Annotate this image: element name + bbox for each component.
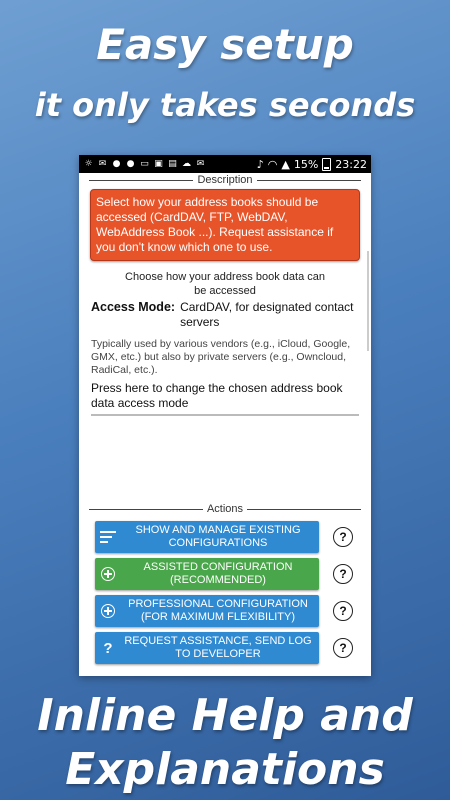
help-icon[interactable]: ?: [333, 527, 353, 547]
access-mode-label: Access Mode:: [91, 300, 176, 314]
promo-footer-line2: Explanations: [65, 744, 385, 795]
app-icon: ●: [112, 158, 121, 169]
brightness-icon: ☼: [84, 158, 93, 169]
notification-icons: [83, 160, 257, 169]
add-circle-icon: [95, 558, 121, 590]
mail-icon: ✉: [196, 158, 205, 169]
button-label: SHOW AND MANAGE EXISTING CONFIGURATIONS: [135, 524, 301, 549]
battery-percent: 15%: [293, 157, 319, 171]
promo-footer-line1: Inline Help and: [37, 690, 413, 741]
description-group-title: Description: [89, 173, 361, 187]
promo-headline: Easy setup: [96, 20, 354, 69]
button-label: REQUEST ASSISTANCE, SEND LOG TO DEVELOPER: [124, 635, 312, 660]
change-access-mode-link[interactable]: Press here to change the chosen address book data access mode: [91, 381, 359, 416]
voicemail-icon: ▭: [140, 158, 149, 169]
request-assistance-button[interactable]: [95, 632, 319, 664]
help-icon[interactable]: ?: [333, 564, 353, 584]
screen-icon: ▤: [168, 158, 177, 169]
actions-section: [79, 502, 371, 664]
image-icon: ▣: [154, 158, 163, 169]
access-mode-section[interactable]: [91, 300, 359, 416]
professional-configuration-button[interactable]: [95, 595, 319, 627]
wifi-icon: ◠: [267, 157, 278, 171]
status-bar: [79, 155, 371, 173]
list-icon: [95, 521, 121, 553]
access-mode-value: CardDAV, for designated contact servers: [180, 300, 354, 329]
button-label: PROFESSIONAL CONFIGURATION (FOR MAXIMUM FLEXIBILITY): [128, 598, 308, 623]
mute-icon: ♪: [256, 157, 264, 171]
signal-icon: ▲: [281, 157, 290, 171]
question-icon: ?: [103, 639, 113, 657]
choose-access-label: Choose how your address book data can be accessed: [125, 271, 325, 297]
assisted-configuration-button[interactable]: [95, 558, 319, 590]
help-icon[interactable]: ?: [333, 601, 353, 621]
cloud-icon: ☁: [182, 158, 191, 169]
clock: 23:22: [335, 157, 367, 171]
show-manage-configurations-button[interactable]: [95, 521, 319, 553]
button-label: ASSISTED CONFIGURATION (RECOMMENDED): [143, 561, 293, 586]
mail-icon: ✉: [98, 158, 107, 169]
warning-box: Select how your address books should be accessed (CardDAV, FTP, WebDAV, WebAddress Book ...). Request assistance if you don't know which one to use.: [90, 189, 360, 261]
access-mode-description: Typically used by various vendors (e.g., iCloud, Google, GMX, etc.) but also by private servers (e.g., Owncloud, RadiCal, etc.).: [91, 338, 351, 376]
add-circle-icon: [95, 595, 121, 627]
battery-icon: [322, 158, 331, 171]
app-icon: ●: [126, 158, 135, 169]
promo-subheadline: it only takes seconds: [34, 86, 416, 124]
help-icon[interactable]: ?: [333, 638, 353, 658]
actions-group-title: Actions: [89, 502, 361, 516]
scrollbar[interactable]: [367, 251, 369, 351]
phone-screen: [79, 155, 371, 676]
